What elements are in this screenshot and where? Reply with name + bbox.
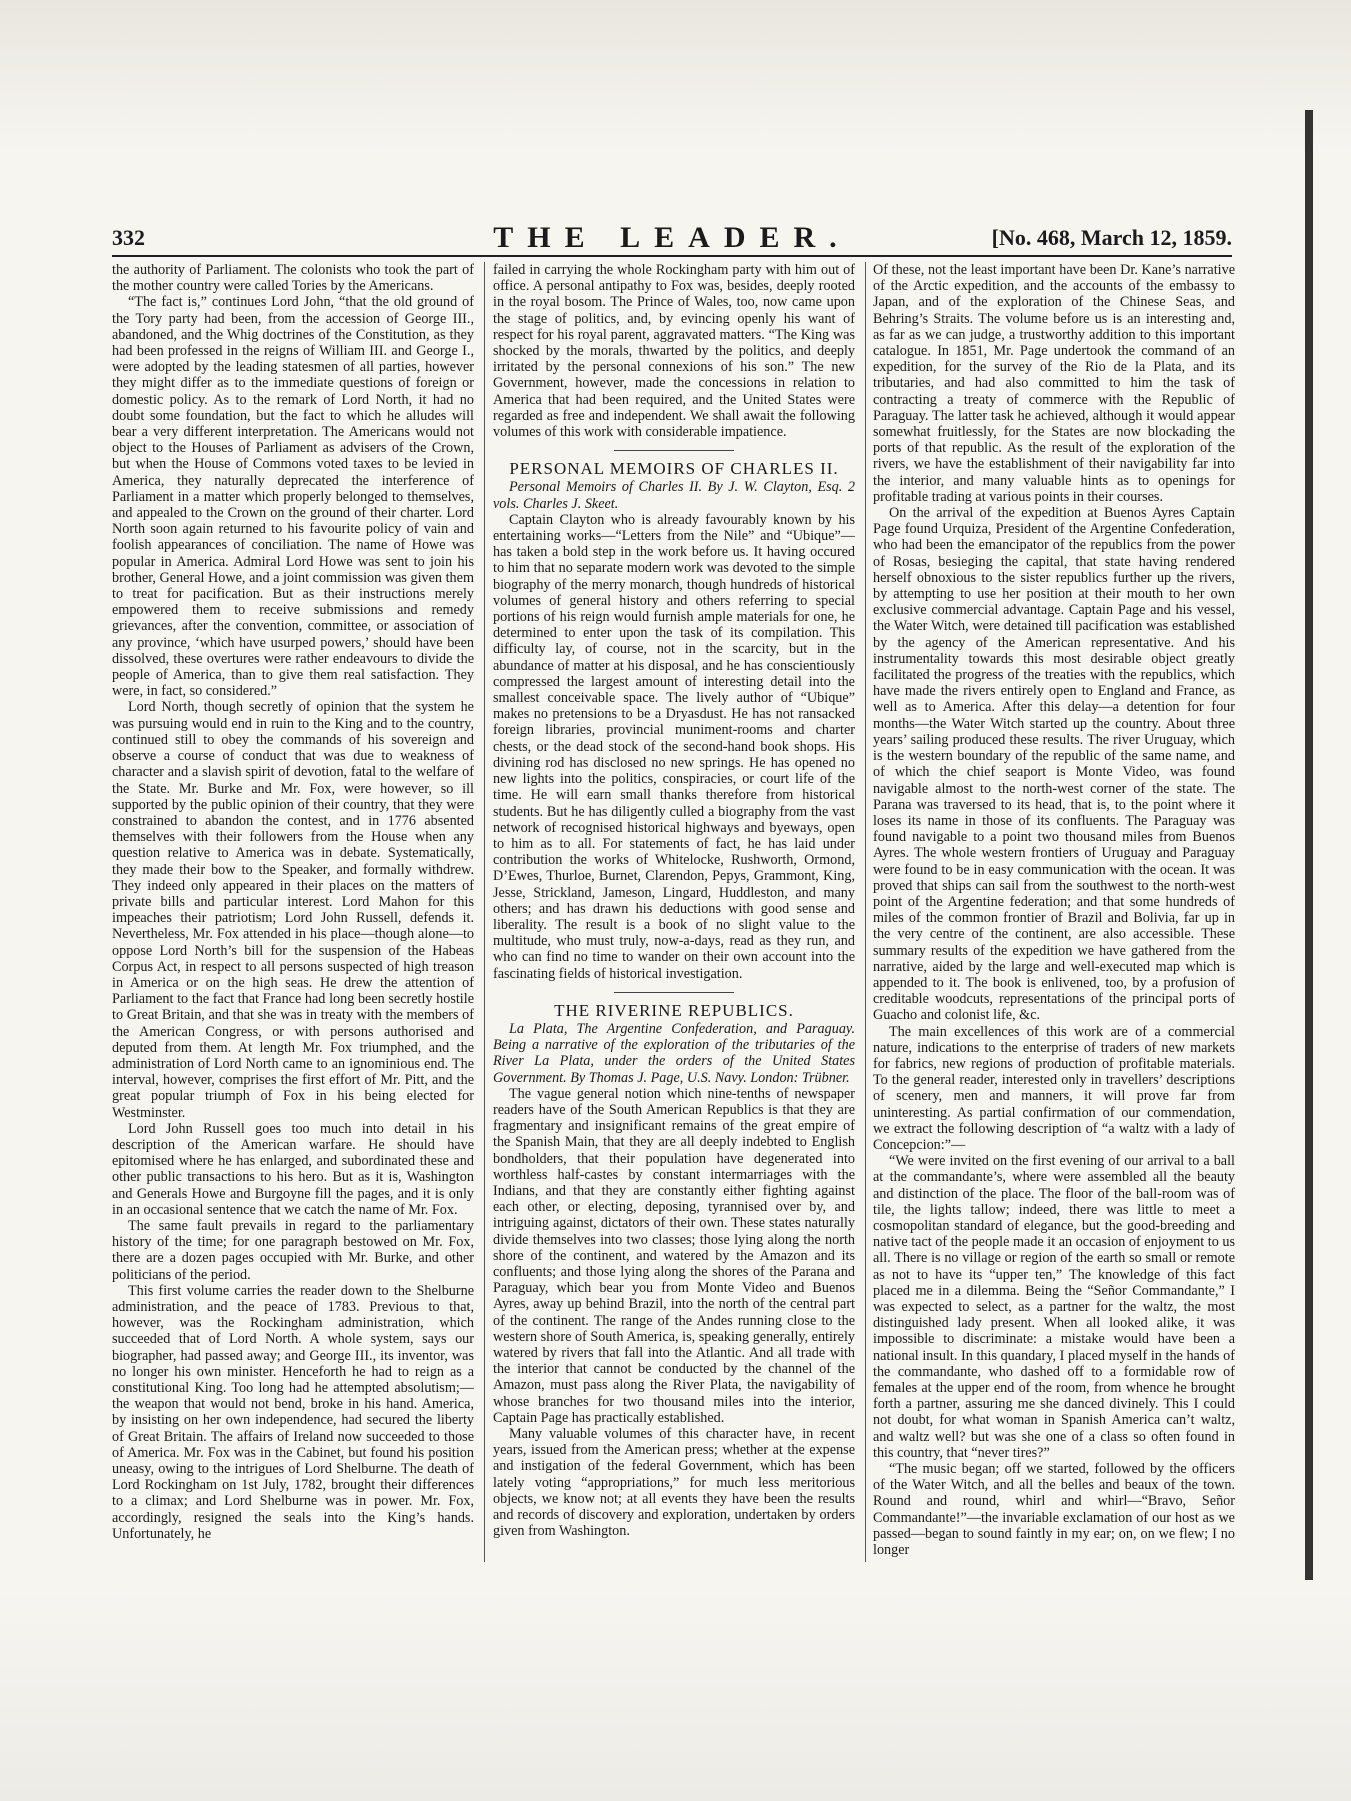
column-rule <box>484 262 485 1562</box>
paragraph: The same fault prevails in regard to the parliamentary history of the time; for one paragraph bestowed on Mr. Fox, there are a dozen pages occupied with Mr. Burke, and other politicians of the period. <box>112 1217 474 1283</box>
section-title-riverine: THE RIVERINE REPUBLICS. <box>554 1000 794 1020</box>
page-header <box>112 221 1232 257</box>
paragraph: Many valuable volumes of this character have, in recent years, issued from the American press; whether at the expense and instigation of the federal Government, which has been lately voting “appropriations,” for much less meritorious objects, we know not; at all events they have been the results and records of discovery and exploration, undertaken by orders given from Washington. <box>493 1426 855 1540</box>
paragraph: The main excellences of this work are of a commercial nature, indications to the enterprise of traders of new markets for fabrics, new regions of production of profitable materials. To the general reader, interested only in travellers’ descriptions of scenery, men and manners, it will prove far from uninteresting. As partial confirmation of our commendation, we extract the following description of “a waltz with a lady of Concepcion:”— <box>873 1023 1235 1153</box>
column-rule <box>865 262 866 1562</box>
column-1 <box>112 262 474 1562</box>
section-divider <box>614 450 734 451</box>
column-2 <box>493 262 855 1562</box>
section-title-memoirs: PERSONAL MEMOIRS OF CHARLES II. <box>509 459 839 479</box>
paragraph: Lord John Russell goes too much into detail in his description of the American warfare. He should have epitomised where he has enlarged, and subordinated these and other public transactions to his hero. But as it is, Washington and Generals Howe and Burgoyne fill the pages, and it is only in an occasional sentence that we catch the name of Mr. Fox. <box>112 1120 474 1218</box>
section-divider <box>614 992 734 993</box>
quoted-paragraph: “The music began; off we started, followed by the officers of the Water Witch, and all the belles and beaux of the town. Round and round, whirl and whirl—“Bravo, Señor Commandante!”—the invariable exclamation of our host as we passed—began to sound faintly in my ear; on, on we flew; I no longer <box>873 1461 1235 1559</box>
paragraph: Of these, not the least important have been Dr. Kane’s narrative of the Arctic expedition, and the accounts of the embassy to Japan, and of the exploration of the Chinese Seas, and Behring’s Straits. The volume before us is an interesting and, as far as we can judge, a trustworthy addition to this important catalogue. In 1851, Mr. Page undertook the command of an expedition, for the survey of the Rio de la Plata, and its tributaries, and had also committed to him the task of contracting a treaty of commerce with the Republic of Paraguay. The latter task he achieved, although it would appear somewhat fruitlessly, for the States are now blockading the ports of that republic. As the result of the exploration of the rivers, we have the establishment of their navigability far into the interior, and many valuable hints as to openings for profitable trading at various points in their courses. <box>873 262 1235 505</box>
paragraph: On the arrival of the expedition at Buenos Ayres Captain Page found Urquiza, President of the Argentine Confederation, who had been the emancipator of the republics from the power of Rosas, besieging the capital, that state having rendered herself obnoxious to the sister republics further up the rivers, by attempting to use her position at their mouth to her own exclusive commercial advantage. Captain Page and his vessel, the Water Witch, were detained till pacification was established by the agency of the American representative. And his instrumentality towards this most desirable object greatly facilitated the progress of the treaties with the republics, which have made the rivers entirely open to England and France, as well as to America. After this delay—a detention for four months—the Water Witch started up the country. About three years’ sailing produced these results. The river Uruguay, which is the western boundary of the republic of the same name, and of which the chief seaport is Monte Video, was found navigable almost to the north-west corner of the state. The Parana was traversed to its head, that is, to the point where it loses its name in those of its confluents. The Paraguay was found navigable to a point two thousand miles from Buenos Ayres. The whole western frontiers of Uruguay and Paraguay were found to be in easy communication with the ocean. It was proved that ships can sail from the southwest to the north-west point of the Argentine federation; and that some hundreds of miles of the common frontier of Brazil and Bolivia, far up in the very centre of the continent, are also accessible. These summary results of the expedition we have gathered from the narrative, aided by the large and well-executed map which is appended to it. The book is enlivened, too, by a profusion of creditable woodcuts, representations of the principal ports of Guacho and colonist life, &c. <box>873 505 1235 1024</box>
paragraph: failed in carrying the whole Rockingham party with him out of office. A personal antipathy to Fox was, besides, deeply rooted in the royal bosom. The Prince of Wales, too, now came upon the stage of politics, and, by evincing openly his want of respect for his royal parent, aggravated matters. “The King was shocked by the morals, thwarted by the politics, and deeply irritated by the personal connexions of his son.” The new Government, however, made the concessions in relation to America that had been required, and the United States were regarded as free and independent. We shall await the following volumes of this work with considerable impatience. <box>493 262 855 441</box>
paragraph: Captain Clayton who is already favourably known by his entertaining works—“Letters from the Nile” and “Ubique”—has taken a bold step in the work before us. It having occured to him that no separate modern work was devoted to the simple biography of the merry monarch, though hundreds of historical volumes of general history and others referring to special portions of his reign would furnish ample materials for one, he determined to enter upon the task of its compilation. This difficulty lay, of course, not in the scarcity, but in the abundance of matter at his disposal, and he has conscientiously compressed the largest amount of interesting detail into the smallest conceivable space. The lively author of “Ubique” makes no pretensions to be a Dryasdust. He has not ransacked foreign libraries, provincial muniment-rooms and charter chests, or the dead stock of the second-hand book shops. His divining rod has disclosed no new springs. He has opened no new lights into the politics, conspiracies, or court life of the time. He will earn small thanks therefore from historical students. But he has diligently culled a biography from the vast network of recognised historical highways and byeways, open to him as to all. For statements of fact, he has laid under contribution the works of Whitelocke, Rushworth, Ormond, D’Ewes, Thurloe, Burnet, Clarendon, Pepys, Grammont, King, Jesse, Strickland, Jameson, Lingard, Huddleston, and many others; and has drawn his deductions with good sense and liberality. The result is a book of no slight value to the multitude, who must truly, now-a-days, read as they run, and who can find no time to wander on their own account into the fascinating fields of historical investigation. <box>493 511 855 982</box>
page-number: 332 <box>112 225 145 250</box>
paragraph: The vague general notion which nine-tenths of newspaper readers have of the South American Republics is that they are fragmentary and insignificant remains of the great empire of the Spanish Main, that they are all deeply indebted to English bondholders, that their population have degenerated into worthless half-castes by constant intermarriages with the Indians, and that they are constantly either fighting against each other, or electing, deposing, tyrannised over by, and intriguing against, dictators of their own. These states naturally divide themselves into two classes; those lying along the north shore of the continent, and watered by the Amazon and its confluents; and those lying along the shores of the Parana and Paraguay, which bear you from Monte Video and Buenos Ayres, away up behind Brazil, into the north of the central part of the continent. The range of the Andes running close to the western shore of South America, is, speaking generally, entirely watered by rivers that fall into the Atlantic. And all trade with the interior that cannot be conducted by the channel of the Amazon, must pass along the River Plata, the navigability of whose branches for two thousand miles into the interior, Captain Page has practically established. <box>493 1085 855 1426</box>
page-edge-bar <box>1305 110 1313 1580</box>
scan-margin-bottom <box>0 1590 1351 1801</box>
issue-date: [No. 468, March 12, 1859. <box>991 225 1232 250</box>
paragraph: This first volume carries the reader down to the Shelburne administration, and the peace of 1783. Previous to that, however, was the Rockingham administration, which succeeded that of Lord North. A whole system, says our biographer, had passed away; and George III., its inventor, was no longer his own minister. Henceforth he had to reign as a constitutional King. Too long had he attempted absolutism;—the weapon that would not bend, broke in his hand. America, by insisting on her own independence, had secured the liberty of Great Britain. The affairs of Ireland now succeeded to those of America. Mr. Fox was in the Cabinet, but found his position uneasy, owing to the intrigues of Lord Shelburne. The death of Lord Rockingham on 1st July, 1782, brought their differences to a climax; and Lord Shelburne was in power. Mr. Fox, accordingly, resigned the seals into the King’s hands. Unfortunately, he <box>112 1282 474 1542</box>
paragraph: “The fact is,” continues Lord John, “that the old ground of the Tory party had been, from the accession of George III., abandoned, and the Whig doctrines of the Constitution, as they had been professed in the reigns of William III. and George I., were adopted by the leading statesmen of all parties, however they might differ as to the immediate questions of foreign or domestic policy. As to the remark of Lord North, it had no doubt some foundation, but the fact to which he alludes will bear a very different interpretation. The Americans would not object to the Houses of Parliament as advisers of the Crown, but when the House of Commons voted taxes to be levied in America, they naturally deprecated the interference of Parliament in a matter which properly belonged to themselves, and appealed to the Crown on the ground of their charter. Lord North soon again returned to his favourite policy of vain and foolish appearances of conciliation. The name of Howe was popular in America. Admiral Lord Howe was sent to join his brother, General Howe, and a joint commission was given them to treat for pacification. But as their instructions merely empowered them to receive submissions and remedy grievances, after the convention, committee, or association of any province, ‘which have usurped powers,’ should have been dissolved, these overtures were rather endeavours to divide the people of America, than to give them real satisfaction. They were, in fact, so considered.” <box>112 294 474 700</box>
paragraph: the authority of Parliament. The colonists who took the part of the mother country were called Tories by the Americans. <box>112 262 474 295</box>
masthead: THE LEADER. <box>493 221 851 254</box>
scan-margin-top <box>0 0 1351 150</box>
column-3 <box>873 262 1235 1562</box>
paragraph: Lord North, though secretly of opinion that the system he was pursuing would end in ruin to the King and to the country, continued still to obey the commands of his sovereign and observe a course of conduct that was due to weakness of character and a slavish spirit of devotion, fatal to the welfare of the State. Mr. Burke and Mr. Fox, were however, so ill supported by the public opinion of their country, that they were constrained to abandon the contest, and in 1776 absented themselves with their followers from the House when any question relative to America was in debate. Systematically, they made their bow to the Speaker, and formally withdrew. They indeed only appeared in their places on the matters of private bills and particular interest. Lord Mahon for this impeaches their patriotism; Lord John Russell, defends it. Nevertheless, Mr. Fox attended in his place—though alone—to oppose Lord North’s bill for the suspension of the Habeas Corpus Act, in respect to all persons suspected of high treason in America or on the high seas. He drew the attention of Parliament to the fact that France had long been secretly hostile to Great Britain, and that she was in treaty with the members of the American Congress, or with persons authorised and deputed from them. At length Mr. Fox triumphed, and the administration of Lord North came to an ignominious end. The interval, however, comprises the first effort of Mr. Pitt, and the great popular triumph of Fox in his being elected for Westminster. <box>112 699 474 1121</box>
quoted-paragraph: “We were invited on the first evening of our arrival to a ball at the commandante’s, where were assembled all the beauty and distinction of the place. The floor of the ball-room was of tile, the lights tallow; indeed, there was little to meet a cosmopolitan standard of elegance, but the good-breeding and native tact of the people made it an occasion of enjoyment to us all. There is no village or region of the earth so small or remote as not to have its “upper ten,” The knowledge of this fact placed me in a dilemma. Being the “Señor Commandante,” I was expected to select, as a partner for the waltz, the most distinguished lady present. When all looked alike, it was impossible to discriminate: a mistake would have been a national insult. In this quandary, I placed myself in the hands of the commandante, who dashed off to a formidable row of females at the upper end of the room, from whence he brought forth a partner, assuring me she danced divinely. This I could not doubt, for what woman in Spanish America can’t waltz, and waltz well? but was she one of a class so often found in this country, that “never tires?” <box>873 1153 1235 1461</box>
book-citation: Personal Memoirs of Charles II. By J. W. Clayton, Esq. 2 vols. Charles J. Skeet. <box>493 479 855 512</box>
book-citation: La Plata, The Argentine Confederation, and Paraguay. Being a narrative of the exploration of the tributaries of the River La Plata, under the orders of the United States Government. By Thomas J. Page, U.S. Navy. London: Trübner. <box>493 1020 855 1086</box>
